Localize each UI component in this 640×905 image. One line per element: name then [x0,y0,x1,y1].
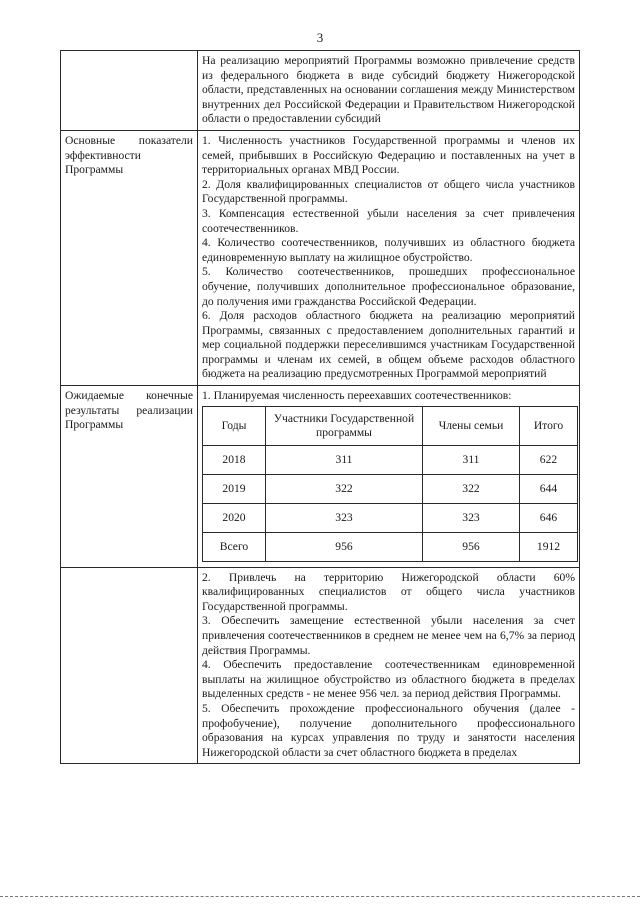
results-row [61,386,580,568]
financing-row [61,51,580,131]
cell-total: 646 [520,503,578,532]
indicator-item: 5. Количество соотечественников, прошедших профессиональное обучение, получивших дополнительное профессиональное образование, до получения ими гражданства Российской Федерации. [202,265,575,308]
cell-family: 956 [423,532,520,561]
financing-text: На реализацию мероприятий Программы возможно привлечение средств из федерального бюджета в виде субсидий бюджету Нижегородской области, представленных на основании соглашения между Министерством внутренних дел Российской Федерации и Правительством Нижегородской области о предоставлении субсидий [202,54,575,126]
indicators-text-cell [198,130,580,385]
header-participants: Участники Государственной программы [266,406,423,445]
financing-text-cell [198,51,580,131]
cell-family: 322 [423,474,520,503]
page-number: 3 [316,30,324,45]
cell-year: 2018 [203,445,266,474]
cell-total: 622 [520,445,578,474]
results-items-cell [198,567,580,764]
cell-participants: 323 [266,503,423,532]
forecast-row [203,474,578,503]
indicators-label: Основные показатели эффективности Программы [65,133,193,177]
program-passport-table [60,50,580,764]
forecast-row [203,445,578,474]
cell-family: 311 [423,445,520,474]
cell-participants: 322 [266,474,423,503]
page-bottom-rule [0,896,640,897]
cell-year: 2019 [203,474,266,503]
cell-participants: 311 [266,445,423,474]
financing-label-cell [61,51,198,131]
result-item: 3. Обеспечить замещение естественной убыли населения за счет привлечения соотечественников в среднем не менее чем на 6,7% за период действия Программы. [202,614,575,657]
indicators-label-cell [61,130,198,385]
indicator-item: 6. Доля расходов областного бюджета на реализацию мероприятий Программы, связанных с предоставлением дополнительных гарантий и мер социальной поддержки переселившимся участникам Государственной программы и членам их семей, в общем объеме расходов областного бюджета на реализацию предусмотренных Программой мероприятий [202,309,575,381]
cell-participants: 956 [266,532,423,561]
results-label: Ожидаемые конечные результаты реализации Программы [65,389,193,432]
result-item: 5. Обеспечить прохождение профессионального обучения (далее - профобучение), получение дополнительного профессионального образования на курсах управления по труду и занятости населения Нижегородской области за счет областного бюджета в пределах [202,702,575,759]
indicator-item: 4. Количество соотечественников, получивших из областного бюджета единовременную выплату на жилищное обустройство. [202,236,575,264]
cell-total: 644 [520,474,578,503]
indicator-item: 1. Численность участников Государственной программы и членов их семей, прибывших в Российскую Федерацию и поставленных на учет в территориальных органах МВД России. [202,133,575,177]
cell-family: 323 [423,503,520,532]
cell-year: 2020 [203,503,266,532]
cell-year: Всего [203,532,266,561]
forecast-header-row [203,406,578,445]
results-table-caption: 1. Планируемая численность переехавших соотечественников: [202,389,512,403]
cell-total: 1912 [520,532,578,561]
results-continued-label-cell [61,567,198,764]
results-label-cell [61,386,198,568]
results-text-cell [198,386,580,568]
header-family-members: Члены семьи [423,406,520,445]
results-continued-row [61,567,580,764]
indicator-item: 2. Доля квалифицированных специалистов от общего числа участников Государственной программы. [202,177,575,206]
result-item: 2. Привлечь на территорию Нижегородской области 60% квалифицированных специалистов от общего числа участников Государственной программы. [202,570,575,613]
indicators-row [61,130,580,385]
forecast-row [203,503,578,532]
result-item: 4. Обеспечить предоставление соотечественникам единовременной выплаты на жилищное обустройство из областного бюджета в пределах выделенных средств - не менее 956 чел. за период действия Программы. [202,658,575,701]
indicator-item: 3. Компенсация естественной убыли населения за счет привлечения соотечественников. [202,206,575,235]
forecast-total-row [203,532,578,561]
header-years: Годы [203,406,266,445]
header-total: Итого [520,406,578,445]
relocation-forecast-table [202,406,578,562]
